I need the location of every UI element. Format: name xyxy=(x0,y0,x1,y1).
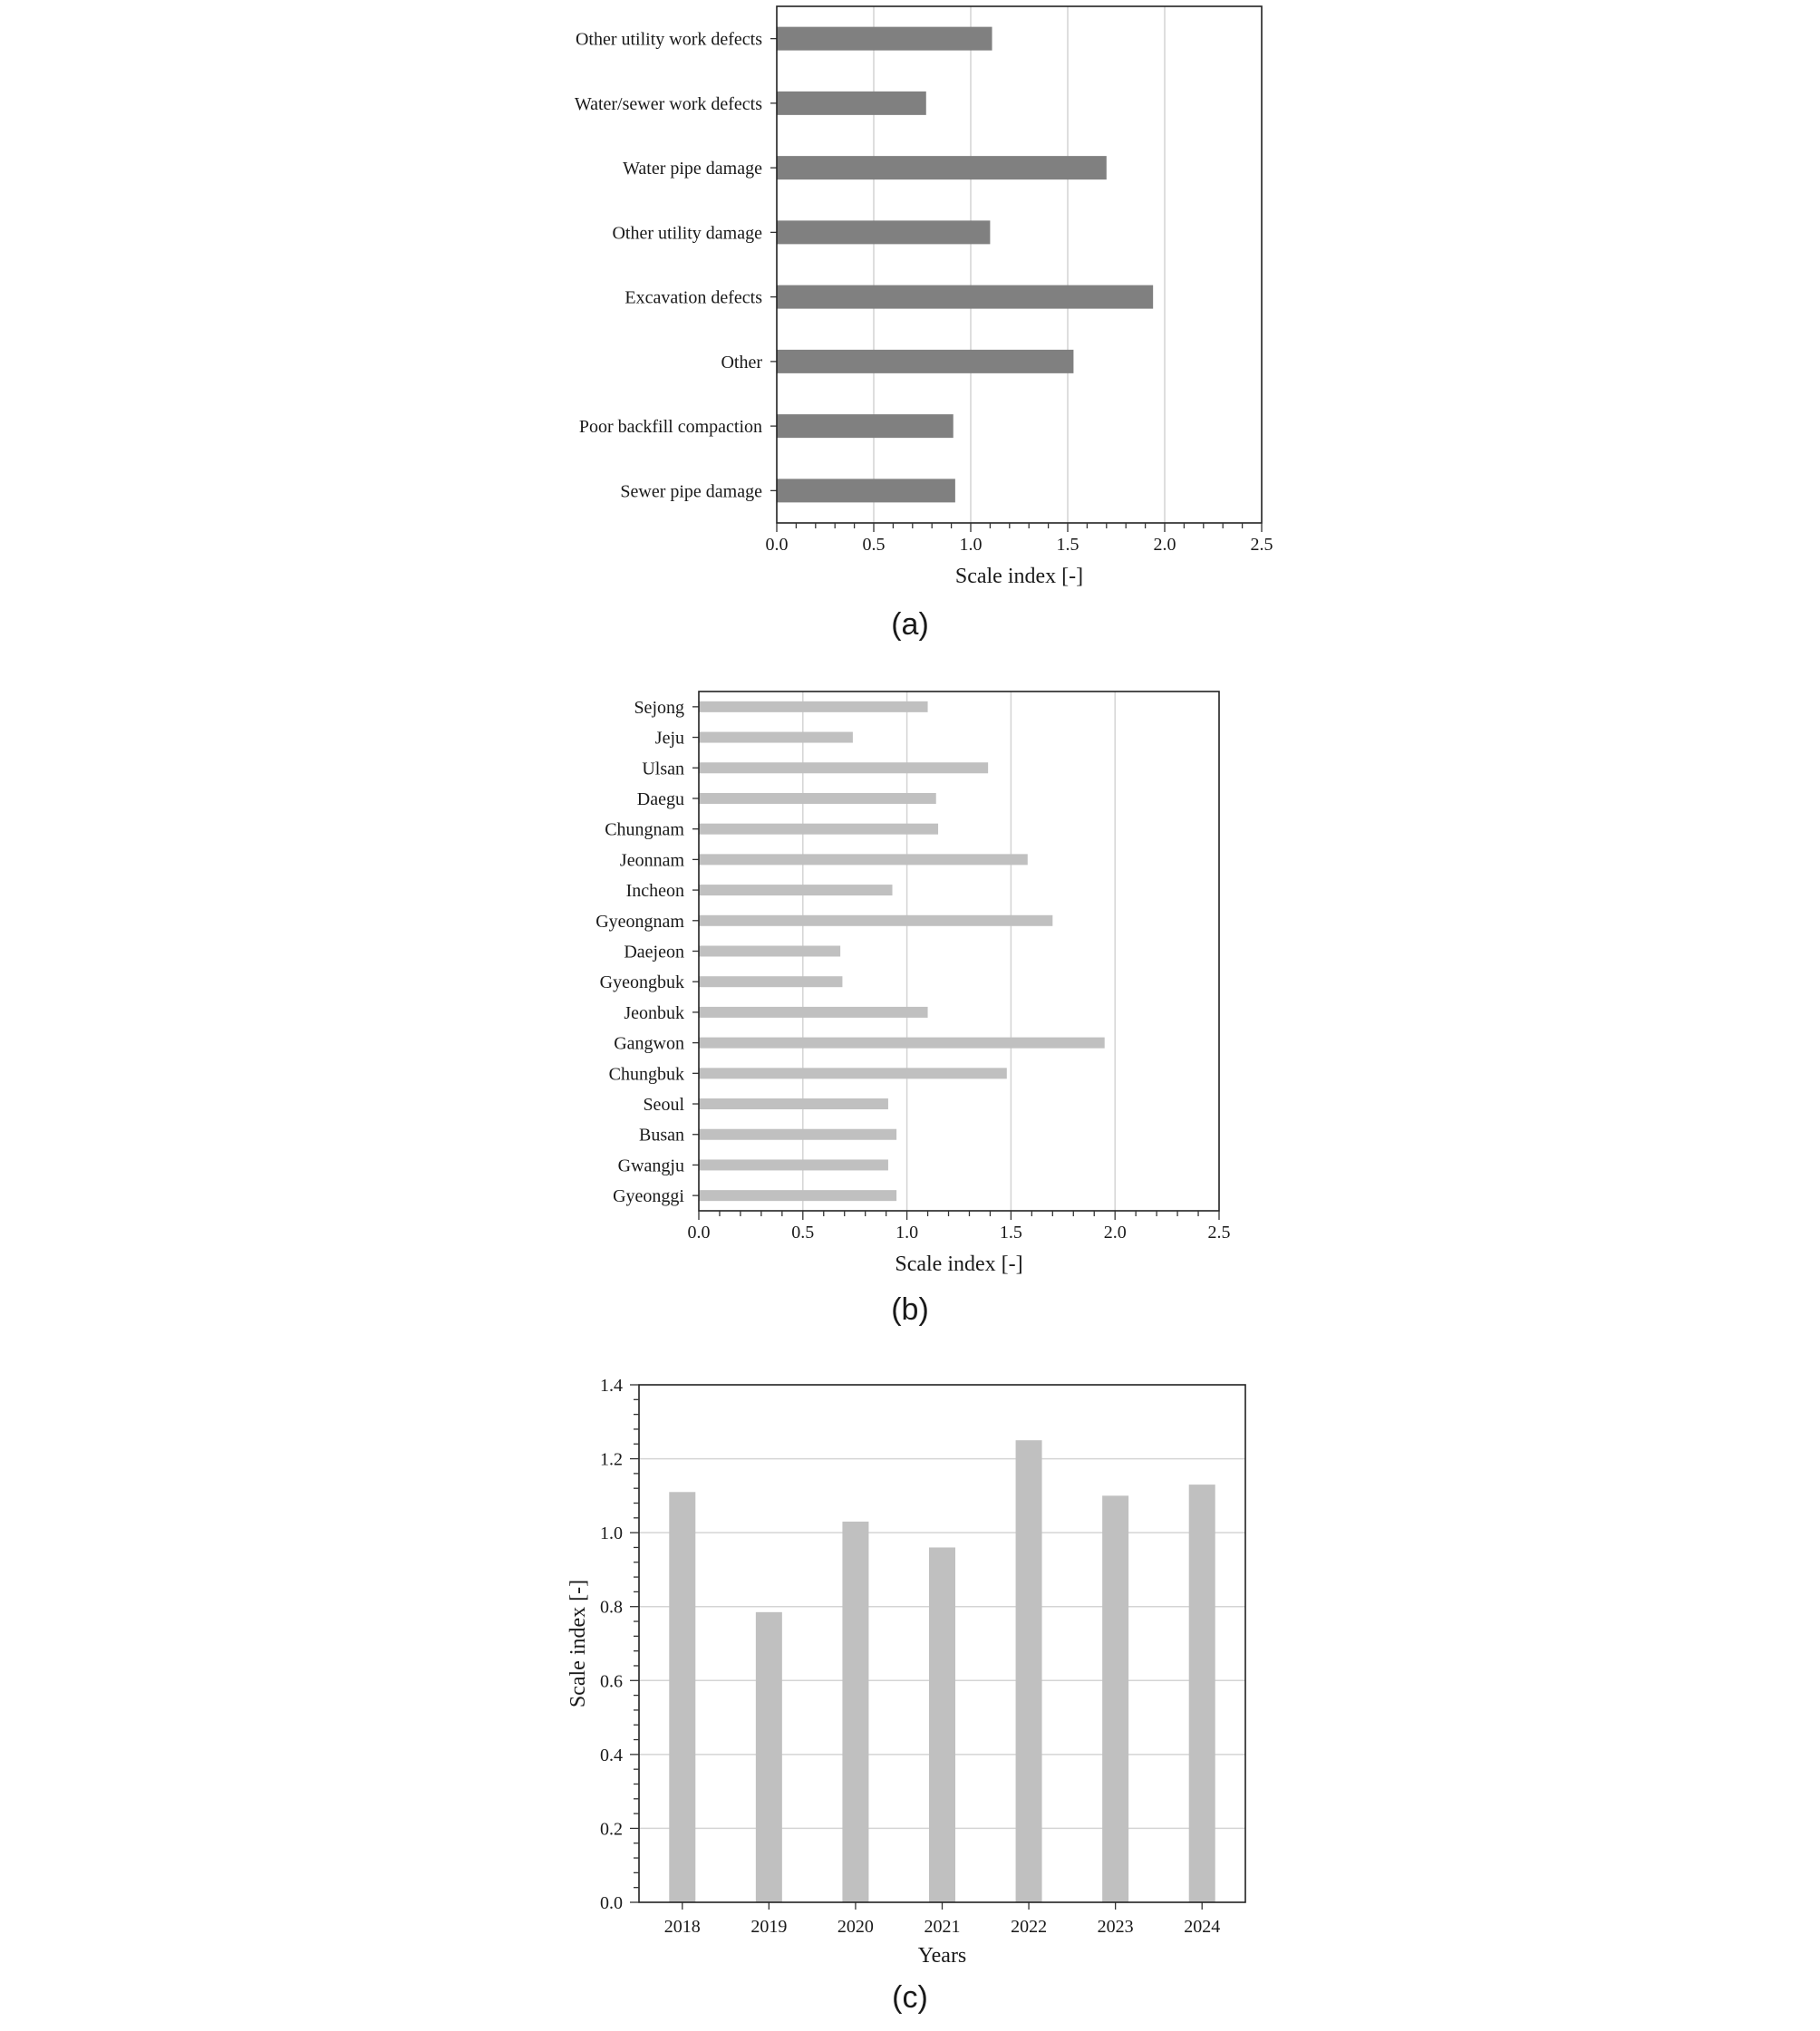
category-label: 2022 xyxy=(1011,1917,1048,1937)
bar xyxy=(699,701,928,712)
bar xyxy=(699,885,893,895)
y-tick-label: 0.2 xyxy=(600,1819,623,1840)
chart-panel-1 xyxy=(595,692,1230,1327)
bar xyxy=(929,1547,955,1902)
category-label: Water pipe damage xyxy=(623,159,762,179)
bar xyxy=(699,1038,1105,1049)
bar xyxy=(777,285,1153,309)
bar xyxy=(1016,1440,1042,1902)
y-tick-label: 1.2 xyxy=(600,1449,623,1470)
category-label: Busan xyxy=(639,1125,684,1146)
category-label: Other xyxy=(721,352,762,372)
category-label: Gyeongnam xyxy=(595,911,684,932)
panel-caption: (c) xyxy=(892,1980,928,2015)
bar xyxy=(777,92,926,115)
x-axis-title: Years xyxy=(917,1944,967,1968)
category-label: Sejong xyxy=(634,697,684,718)
category-label: Other utility damage xyxy=(612,223,762,244)
bar xyxy=(699,793,936,804)
category-label: 2020 xyxy=(837,1917,874,1937)
category-label: Chungnam xyxy=(605,819,684,840)
bar xyxy=(1102,1495,1128,1902)
x-tick-label: 2.0 xyxy=(1103,1223,1127,1243)
x-tick-label: 0.0 xyxy=(765,535,789,555)
bar xyxy=(699,946,840,957)
x-tick-label: 2.5 xyxy=(1207,1223,1231,1243)
category-label: 2019 xyxy=(750,1917,788,1937)
bar xyxy=(1189,1485,1215,1902)
bar xyxy=(699,1190,896,1201)
bar xyxy=(842,1522,868,1902)
category-label: Gyeonggi xyxy=(613,1186,684,1207)
category-label: Daejeon xyxy=(624,942,684,962)
y-axis-title: Scale index [-] xyxy=(566,1579,590,1708)
category-label: Jeonnam xyxy=(619,850,684,871)
bar xyxy=(699,1159,888,1170)
bar xyxy=(777,479,955,502)
bar xyxy=(699,1068,1007,1078)
chart-panel-0 xyxy=(575,6,1273,642)
bar xyxy=(699,976,842,987)
y-tick-label: 0.8 xyxy=(600,1597,623,1618)
category-label: Daegu xyxy=(636,788,684,809)
category-label: Gyeongbuk xyxy=(599,972,684,993)
category-label: Gangwon xyxy=(614,1033,684,1054)
y-tick-label: 0.4 xyxy=(600,1745,623,1765)
category-label: Gwangju xyxy=(617,1156,684,1176)
category-label: Water/sewer work defects xyxy=(574,93,762,114)
category-label: Jeonbuk xyxy=(624,1002,684,1023)
y-tick-label: 0.6 xyxy=(600,1671,623,1692)
bar xyxy=(777,27,992,51)
y-tick-label: 1.4 xyxy=(600,1376,623,1396)
chart-panel-2 xyxy=(566,1376,1245,2015)
bar xyxy=(699,732,853,743)
bar xyxy=(699,1129,896,1140)
x-tick-label: 1.5 xyxy=(1056,535,1079,555)
category-label: Other utility work defects xyxy=(575,29,762,50)
bar xyxy=(756,1612,782,1902)
bar xyxy=(669,1492,695,1902)
x-tick-label: 0.0 xyxy=(687,1223,711,1243)
bar xyxy=(699,854,1028,865)
x-tick-label: 1.5 xyxy=(999,1223,1022,1243)
category-label: Sewer pipe damage xyxy=(620,481,762,502)
category-label: Poor backfill compaction xyxy=(578,417,762,438)
category-label: Ulsan xyxy=(642,759,684,779)
x-tick-label: 0.5 xyxy=(791,1223,815,1243)
y-tick-label: 0.0 xyxy=(600,1893,623,1913)
category-label: Chungbuk xyxy=(608,1064,684,1085)
bar xyxy=(777,414,954,438)
category-label: 2023 xyxy=(1097,1917,1134,1937)
x-axis-title: Scale index [-] xyxy=(895,1252,1023,1276)
panel-caption: (a) xyxy=(891,607,929,642)
x-tick-label: 2.0 xyxy=(1153,535,1176,555)
panel-caption: (b) xyxy=(891,1292,929,1327)
bar xyxy=(699,1007,928,1018)
category-label: Jeju xyxy=(654,728,684,749)
category-label: 2018 xyxy=(663,1917,701,1937)
bar xyxy=(777,350,1073,373)
category-label: Excavation defects xyxy=(624,287,762,308)
bar xyxy=(777,220,990,244)
category-label: Seoul xyxy=(643,1095,684,1116)
x-tick-label: 1.0 xyxy=(895,1223,919,1243)
bar xyxy=(699,762,988,773)
plot-frame xyxy=(777,6,1262,523)
bar xyxy=(777,156,1107,179)
category-label: Incheon xyxy=(625,881,684,902)
x-tick-label: 1.0 xyxy=(959,535,983,555)
x-tick-label: 2.5 xyxy=(1250,535,1273,555)
x-tick-label: 0.5 xyxy=(862,535,886,555)
bar xyxy=(699,1098,888,1109)
x-axis-title: Scale index [-] xyxy=(954,565,1084,588)
y-tick-label: 1.0 xyxy=(600,1523,623,1544)
bar xyxy=(699,915,1052,926)
category-label: 2021 xyxy=(924,1917,961,1937)
bar xyxy=(699,824,938,835)
category-label: 2024 xyxy=(1184,1917,1221,1937)
